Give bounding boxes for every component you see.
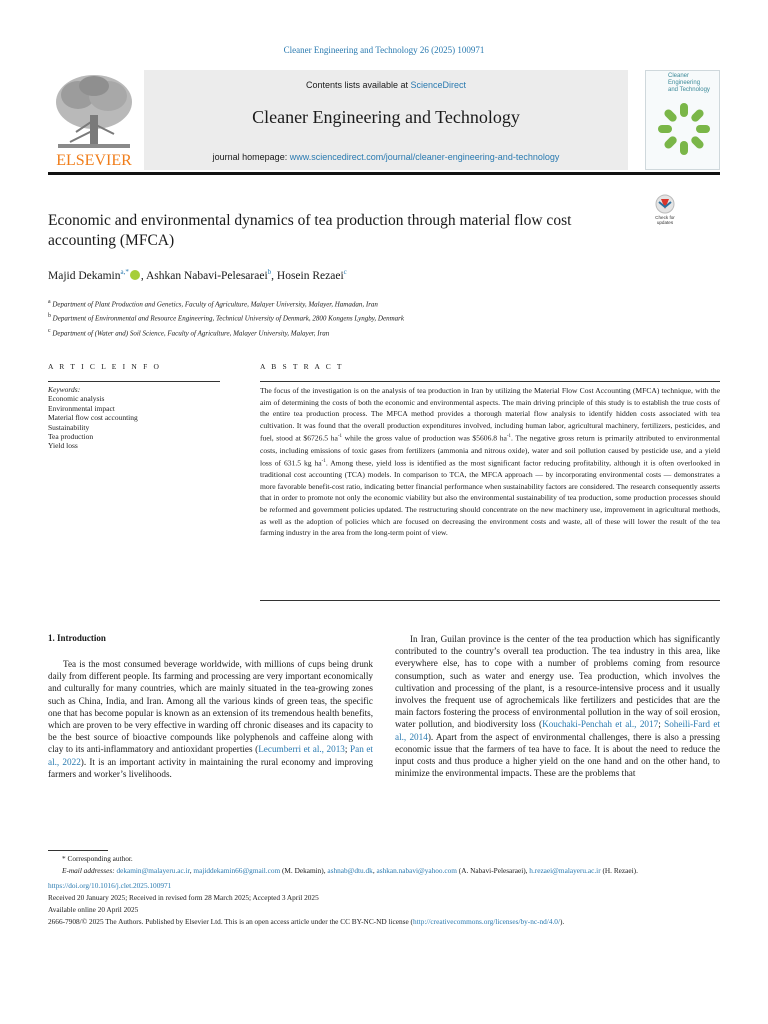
citation-link[interactable]: Kouchaki-Penchah et al., 2017	[542, 719, 659, 730]
keyword: Environmental impact	[48, 403, 115, 413]
journal-citation-header[interactable]: Cleaner Engineering and Technology 26 (2025) 100971	[283, 45, 485, 55]
email-link[interactable]: majiddekamin66@gmail.com	[193, 866, 281, 876]
received-dates: Received 20 January 2025; Received in revised form 28 March 2025; Accepted 3 April 2025	[48, 892, 319, 902]
journal-name: Cleaner Engineering and Technology	[252, 107, 520, 127]
crossmark-icon	[648, 193, 682, 227]
keyword: Economic analysis	[48, 394, 105, 404]
orcid-icon[interactable]	[130, 270, 140, 280]
masthead	[48, 70, 720, 172]
crossmark-button[interactable]	[648, 193, 682, 227]
svg-text:Check for: Check for	[655, 215, 675, 220]
keywords-label: Keywords:	[48, 385, 81, 394]
contents-line: Contents lists available at ScienceDirect	[305, 80, 467, 90]
citation-link[interactable]: Soheili-Fard et al., 2014	[395, 719, 720, 742]
author-name[interactable]: Ashkan Nabavi-Pelesaraei	[145, 269, 268, 282]
divider	[260, 381, 720, 382]
email-link[interactable]: ashkan.nabavi@yahoo.com	[376, 866, 457, 876]
sciencedirect-link[interactable]: ScienceDirect	[410, 80, 467, 90]
author-affil-marker[interactable]: b	[267, 268, 272, 276]
divider	[260, 600, 720, 601]
email-link[interactable]: ashnab@dtu.dk	[327, 866, 373, 876]
license-note: 2666-7908/© 2025 The Authors. Published by Elsevier Ltd. This is an open access article under the CC BY-NC-ND license (http://creativecommons.org/licenses/by-nc-nd/4.0/).	[48, 917, 565, 927]
keyword: Tea production	[48, 432, 94, 442]
affiliation: $^c$ Department of (Water and) Soil Science, Faculty of Agriculture, Malayer University, Malayer, Iran	[48, 327, 330, 337]
masthead-rule	[48, 172, 720, 175]
affiliation: $^b$ Department of Environmental and Resource Engineering, Technical University of Denmark, 2800 Kongens Lyngby, Denmark	[48, 313, 404, 323]
footnote-rule	[48, 850, 108, 851]
article-info-heading: A R T I C L E I N F O	[48, 362, 162, 371]
journal-cover[interactable]	[645, 70, 720, 170]
author-affil-marker[interactable]: a,*	[120, 268, 129, 276]
elsevier-tree-icon	[48, 70, 140, 170]
introduction-heading: 1. Introduction	[48, 633, 106, 643]
abstract-text: The focus of the investigation is on the analysis of tea production in Iran by utilizing the Material Flow Cost Accounting (MFCA) technique, with the aim of determining the costs of both the economic and environmental aspects. The main driving principle of this study is to establish the true costs of the entire tea production process. The MFCA method provides a thorough material flow analysis to identify hidden costs associated with tea cultivation. It was found that the overall production expenditures involved, including human labor, agricultural machinery, fertilizers, pesticides, and fuel, stood at $6726.5 $ha^{-1}$ while the gross value of production was $5606.8 $ha^{-1}$. The negative gross return is primarily attributed to environmental costs, including emissions of toxic gases from fertilizers (ammonia and nitrous oxide), water and soil pollution caused by pesticide use, and a yield loss of 631.5 kg $ha^{-1}$. Among these, yield loss is identified as the most significant factor reducing profitability, although it is often overlooked in traditional cost accounting (TCA) models. In comparison to TCA, the MFCA approach — by incorporating environmental costs — demonstrates a more favorable benefit-cost ratio, indicating better financial performance when sustainability factors are considered. The research consequently asserts that in order to promote not only the economic viability but also the environmental sustainability of tea production, some production processes should be reformed and government policies updated. The restructuring should concentrate on the new machinery use, improvement in agricultural methods, as well as the adoption of policies which are focused on decreasing the environment costs and waste, all of these will lower the result of the tea farming industry in the area from the long-term point of view.	[260, 386, 720, 538]
affiliation: $^a$ Department of Plant Production and Genetics, Faculty of Agriculture, Malayer University, Malayer, Hamadan, Iran	[48, 299, 378, 309]
doi-link[interactable]: https://doi.org/10.1016/j.clet.2025.100971	[48, 880, 172, 890]
affiliations	[48, 296, 728, 339]
svg-text:updates: updates	[656, 220, 674, 225]
body-column-left: Tea is the most consumed beverage worldwide, with millions of cups being drunk daily from different people. Its farming and processing are very important economically and culturally for many countries, which are mainly situated in the tea-growing zones such as China, India, and Iran. Among all the various kinds of green teas, the specific one that has become popular is known as an extension of its tremendous health benefits, which are proven to be very effective in warding off chronic diseases and its capacity to be the best source of bioactive compounds like polyphenols and caffeine along with clay to its anti-inflammatory and antioxidant properties (Lecumberri et al., 2013; Pan et al., 2022). It is an important activity in maintaining the rural economy and improving farmers and worker’s livelihoods.	[48, 659, 373, 779]
journal-cover-graphic-icon	[656, 101, 712, 157]
keyword: Yield loss	[48, 441, 78, 451]
corresponding-author-note: * Corresponding author.	[62, 854, 133, 863]
available-online: Available online 20 April 2025	[48, 905, 139, 915]
email-link[interactable]: h.rezaei@malayeru.ac.ir	[529, 866, 601, 876]
cover-title: Cleaner Engineering and Technology	[668, 73, 710, 93]
author-list: Majid Dekamin$^{a,*}$ , Ashkan Nabavi-Pelesaraei$^b$, Hosein Rezaei$^c$	[48, 268, 347, 282]
divider	[48, 381, 220, 382]
citation-link[interactable]: Lecumberri et al., 2013	[258, 744, 345, 755]
author-name[interactable]: Majid Dekamin	[48, 269, 121, 282]
author-affil-marker[interactable]: c	[343, 268, 347, 276]
journal-header-box	[144, 70, 628, 170]
journal-homepage-link[interactable]: www.sciencedirect.com/journal/cleaner-engineering-and-technology	[289, 152, 560, 162]
article-title: Economic and environmental dynamics of tea production through material flow cost accounting (MFCA)	[48, 212, 572, 249]
publisher-wordmark: ELSEVIER	[56, 152, 132, 169]
email-addresses: E-mail addresses: dekamin@malayeru.ac.ir, majiddekamin66@gmail.com (M. Dekamin), ashnab@dtu.dk, ashkan.nabavi@yahoo.com (A. Nabavi-Pelesaraei), h.rezaei@malayeru.ac.ir (H. Rezaei).	[62, 866, 638, 876]
keyword: Sustainability	[48, 422, 90, 432]
footnotes	[48, 853, 720, 929]
homepage-line: journal homepage: www.sciencedirect.com/journal/cleaner-engineering-and-technology	[212, 152, 560, 162]
keyword: Material flow cost accounting	[48, 413, 138, 423]
license-link[interactable]: http://creativecommons.org/licenses/by-nc-nd/4.0/	[413, 917, 560, 927]
elsevier-logo[interactable]	[48, 70, 140, 170]
email-link[interactable]: dekamin@malayeru.ac.ir	[116, 866, 190, 876]
author-name[interactable]: Hosein Rezaei	[276, 269, 344, 282]
abstract-heading: A B S T R A C T	[260, 362, 344, 371]
citation-link[interactable]: Pan et al., 2022	[48, 744, 373, 767]
body-column-right: In Iran, Guilan province is the center of the tea production which has significantly contributed to the country’s overall tea production. The tea industry in this area, like everywhere else, has to cope with a number of problems coming from resource consumption, such as water and energy use. Tea production, which involves the cultivation and processing of the plant, is a resource-intensive process and it usually involves the frequent use of agrochemicals like fertilizers and pesticides that are the main factors fostering the process of environmental pollution in the way of soil erosion, water pollution, and biodiversity loss (Kouchaki-Penchah et al., 2017; Soheili-Fard et al., 2014). Apart from the aspect of environmental challenges, there is also a pressing economic issue that the farmers of tea have to face. It is about the need to reduce the input costs and thus produce a higher yield on the one hand and on the other hand, to minimize the environmental impacts. These are the problems that	[395, 634, 720, 779]
keywords-list	[48, 385, 138, 451]
